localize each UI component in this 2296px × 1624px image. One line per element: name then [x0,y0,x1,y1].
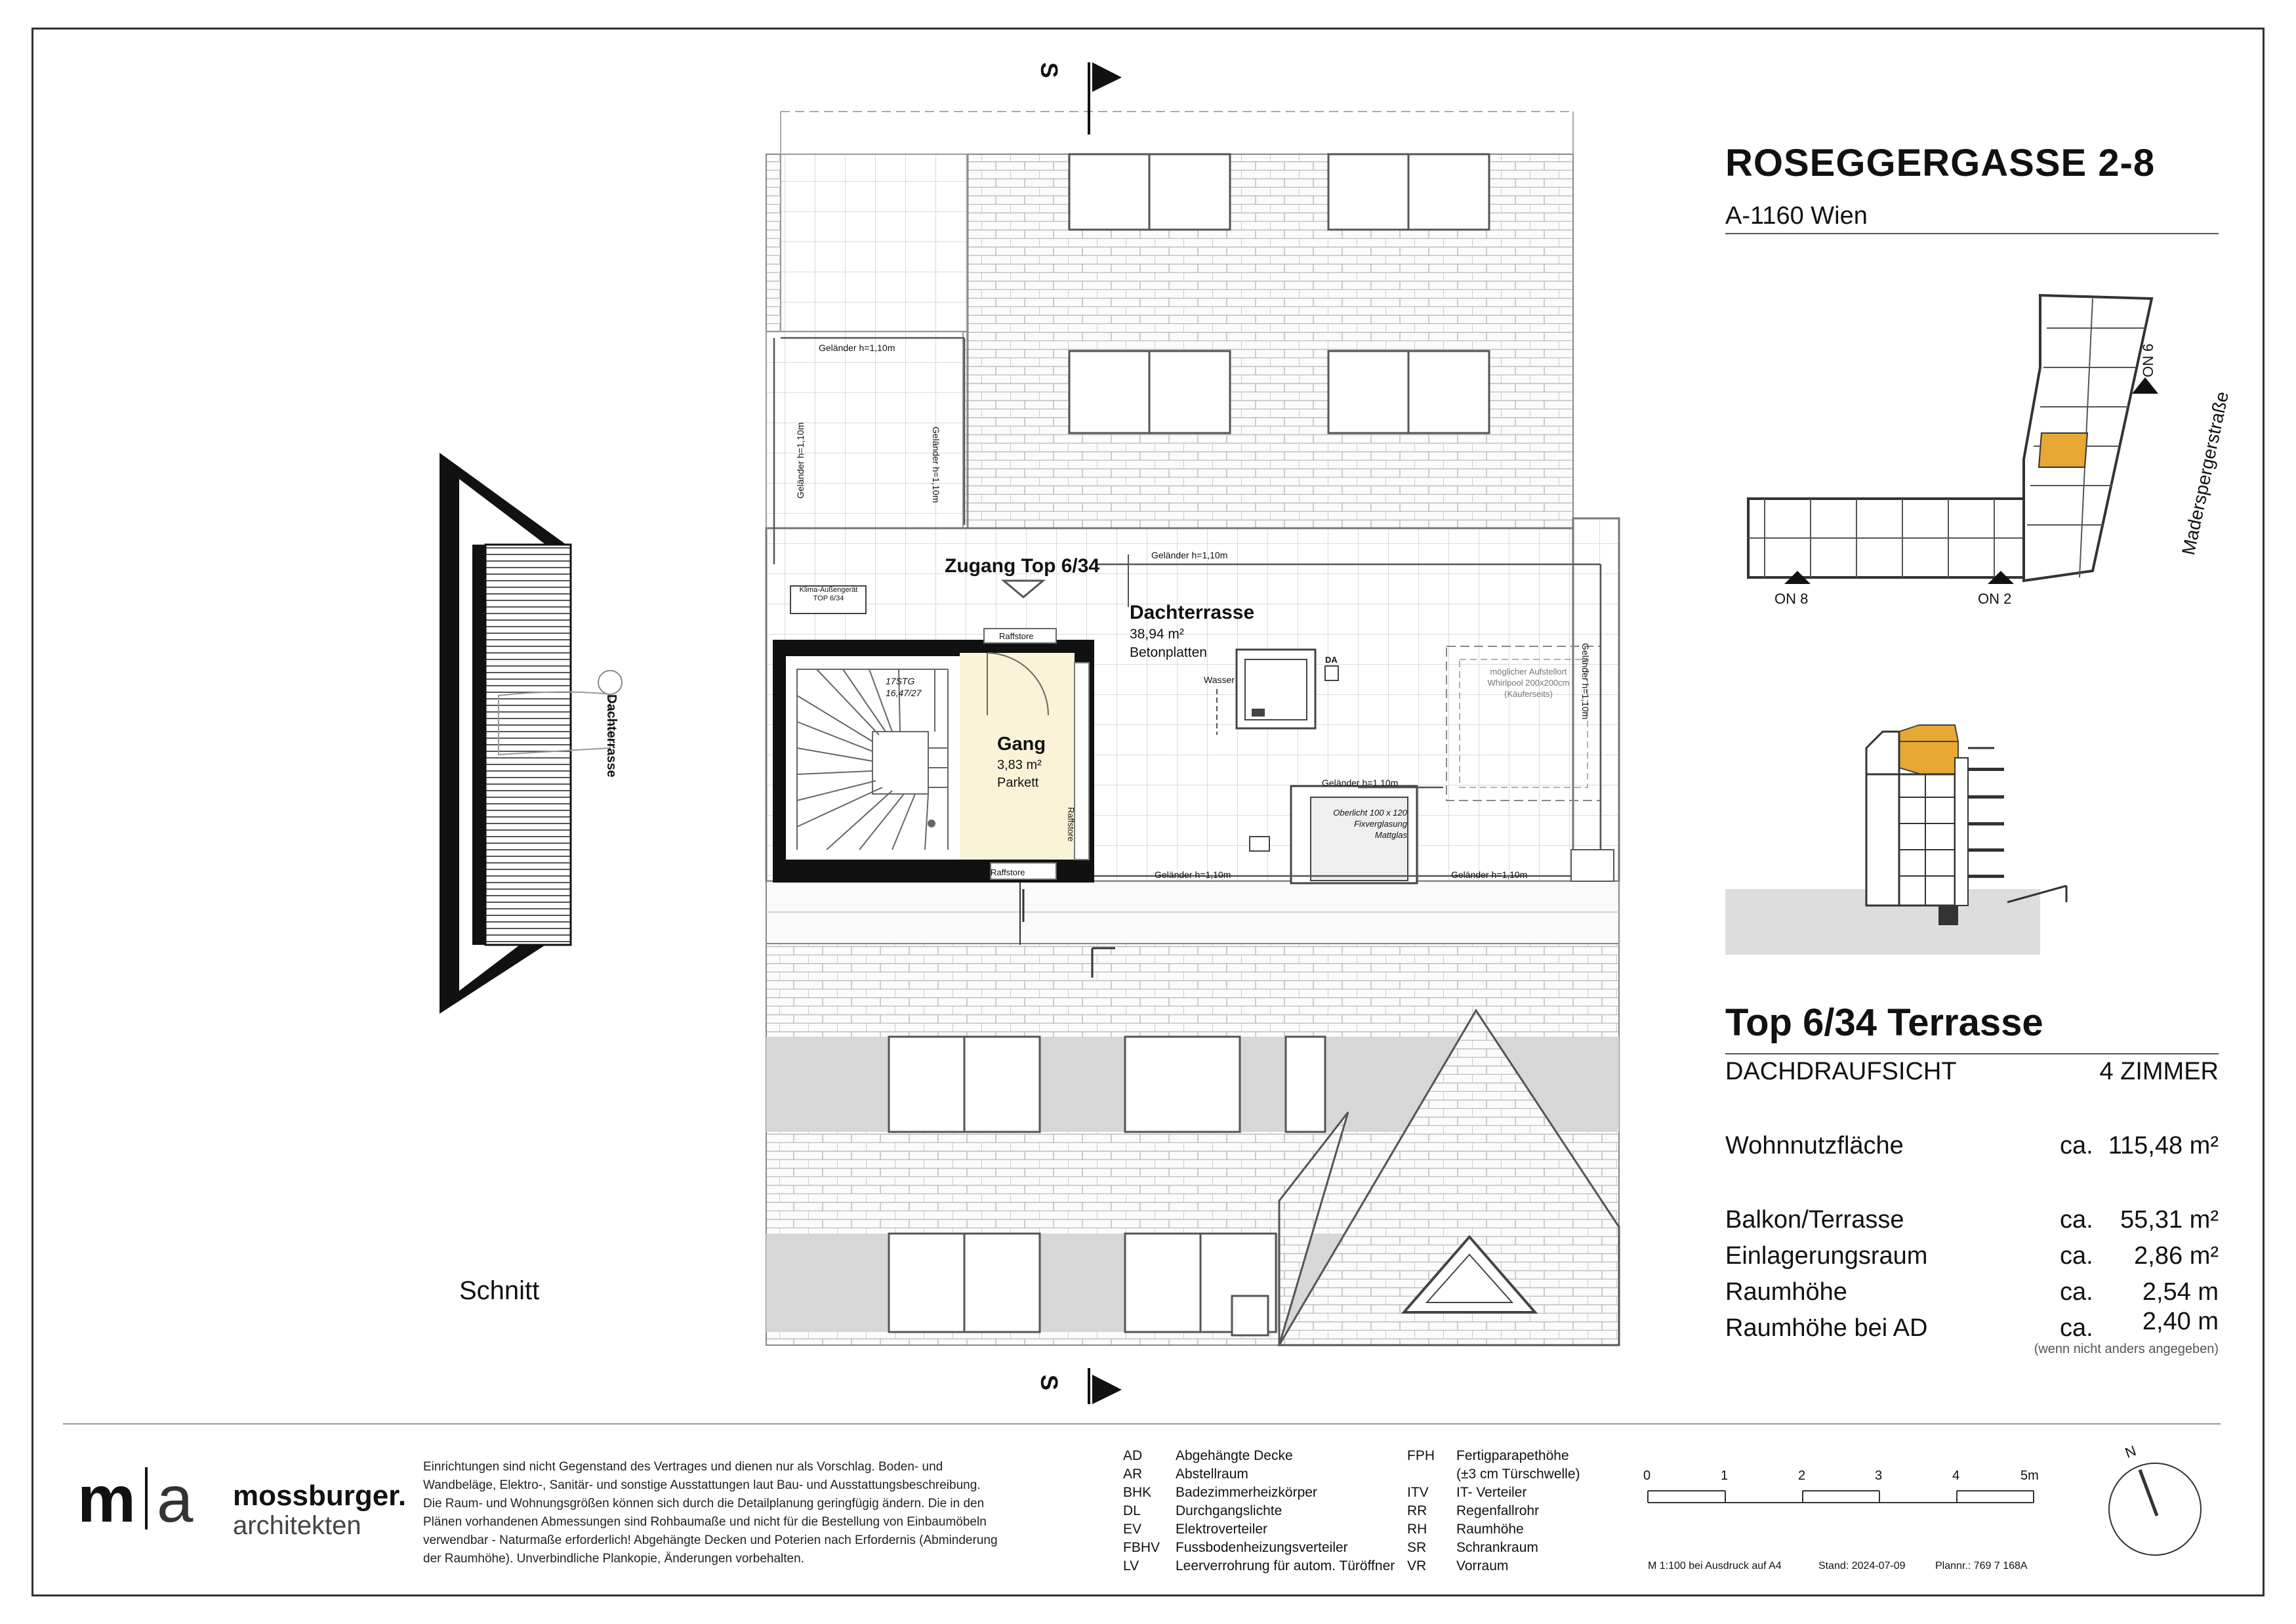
area-label-1: Balkon/Terrasse [1725,1206,1904,1234]
north-label: N [2123,1442,2139,1461]
brand-mark-left: m [77,1463,136,1536]
unit-title: Top 6/34 Terrasse [1725,1001,2043,1044]
gang-room [960,653,1075,860]
railing-label-2: Geländer h=1,10m [1151,550,1228,560]
scale-bar [1648,1491,2034,1503]
stairs-steps: 17STG [886,676,915,686]
gang-name: Gang [997,734,1046,755]
street-label: Maderspergerstraße [2178,389,2233,557]
whirlpool-label: möglicher Aufstellort Whirlpool 200x200cm (Käuferseits) [1487,667,1570,699]
site-marker-on8: ON 8 [1774,591,1809,607]
area-value-0: 115,48 m² [2108,1132,2219,1159]
terrace-name: Dachterrasse [1130,602,1255,623]
railing-label-8: Geländer h=1,10m [1580,643,1591,720]
gang-floor: Parkett [997,776,1039,790]
area-prefix-3: ca. [2060,1278,2093,1306]
mini-section [1725,725,2066,955]
area-value-1: 55,31 m² [2120,1206,2219,1234]
stairs-ratio: 16,47/27 [886,688,922,698]
area-prefix-0: ca. [2060,1132,2093,1159]
railing-label-5: Geländer h=1,10m [1451,869,1528,880]
raffstore-bottom: Raffstore [991,867,1025,877]
unit-rule [1725,1053,2219,1054]
neighbour-terrace-grid [781,154,968,331]
area-value-3: 2,54 m [2142,1278,2219,1306]
scale-label-5: 5m [2020,1468,2039,1483]
scale-label-3: 3 [1875,1468,1883,1483]
railing-label-6: Geländer h=1,10m [795,422,806,499]
area-prefix-4: ca. [2060,1314,2093,1342]
area-value-2: 2,86 m² [2134,1242,2219,1270]
project-title: ROSEGGERGASSE 2-8 [1725,142,2156,184]
site-marker-on2: ON 2 [1978,591,2012,607]
legend-left: AD Abgehängte Decke AR Abstellraum BHK Badezimmerheizkörper DL Durchgangslichte EV Elektroverteiler FBHV Fussbodenheizungsverteiler LV Leerverrohrung für autom. Türöffner [1123,1448,1395,1573]
section-marker-bottom-label: S [1036,1375,1063,1391]
area-prefix-1: ca. [2060,1206,2093,1234]
section-marker-top [1089,62,1122,135]
brand-mark-right: a [156,1463,194,1536]
unit-rooms: 4 ZIMMER [2099,1058,2219,1085]
scale-label-0: 0 [1643,1468,1651,1483]
unit-view: DACHDRAUFSICHT [1725,1058,1957,1085]
area-prefix-2: ca. [2060,1242,2093,1270]
skylight-label: Oberlicht 100 x 120 Fixverglasung Mattglas [1333,808,1407,840]
railing-label-4: Geländer h=1,10m [1155,869,1231,880]
project-address: A-1160 Wien [1725,202,1868,230]
gang-area: 3,83 m² [997,758,1042,772]
outdoor-shower [1237,650,1315,728]
area-value-4: 2,40 m [2142,1308,2219,1335]
scale-label-2: 2 [1798,1468,1806,1483]
legend-right: FPH Fertigparapethöhe (±3 cm Türschwelle) ITV IT- Verteiler RR Regenfallrohr RH Raumhöhe SR Schrankraum VR Vorraum [1407,1448,1580,1573]
area-label-3: Raumhöhe [1725,1278,1847,1306]
footer-date: Stand: 2024-07-09 [1818,1560,1906,1572]
site-key-plan [1748,295,2158,584]
scale-label-4: 4 [1952,1468,1960,1483]
section-marker-bottom [1089,1368,1122,1404]
area-label-4: Raumhöhe bei AD [1725,1314,1928,1342]
railing-label-1: Geländer h=1,10m [819,343,895,353]
area-label-2: Einlagerungsraum [1725,1242,1928,1270]
brand-mark [77,1463,194,1536]
access-label: Zugang Top 6/34 [945,555,1100,577]
area-label-0: Wohnnutzfläche [1725,1132,1904,1159]
title-rule [1725,233,2219,234]
brand-sub: architekten [233,1511,361,1540]
north-arrow-icon [2109,1463,2201,1555]
area-note: (wenn nicht anders angegeben) [2034,1342,2219,1356]
water-label: Wasser [1204,675,1235,685]
section-label: Schnitt [459,1276,540,1305]
raffstore-top: Raffstore [999,631,1034,641]
footer-plan-no: Plannr.: 769 7 168A [1935,1560,2028,1572]
terrace-floor: Betonplatten [1130,645,1207,660]
brand-name: mossburger. [233,1480,407,1512]
climate-label: Klima-Außengerät TOP 6/34 [799,586,858,602]
railing-label-3: Geländer h=1,10m [1322,778,1399,788]
section-drawing [440,453,622,1014]
raffstore-side: Raffstore [1066,807,1076,842]
scale-label-1: 1 [1721,1468,1729,1483]
terrace-area: 38,94 m² [1130,627,1184,642]
section-marker-top-label: S [1036,62,1063,79]
disclaimer: Einrichtungen sind nicht Gegenstand des Vertrages und dienen nur als Vorschlag. Boden- und Wandbeläge, Elektro-, Sanitär- und sonstige Ausstattungen laut Bau- und Ausstattungsbeschreibung. Die Raum- und Wohnungsgrößen können sich durch die Detailplanung geringfügig ändern. Die in den Plänen vorhandenen Abmessungen sind Rohbaumaße und nicht für die Bestellung von Einbaumöbeln verwendbar - Naturmaße erforderlich! Abgehängte Decken und Poterien nach Erfordernis (Abminderung der Raumhöhe). Unverbindliche Plankopie, Änderungen vorbehalten. [423,1460,998,1566]
da-label: DA [1325,655,1338,665]
footer-scale: M 1:100 bei Ausdruck auf A4 [1648,1560,1782,1572]
railing-label-7: Geländer h=1,10m [931,427,941,503]
site-marker-on6: ON 6 [2140,343,2156,377]
section-vertical-label: Dachterrasse [604,694,619,778]
